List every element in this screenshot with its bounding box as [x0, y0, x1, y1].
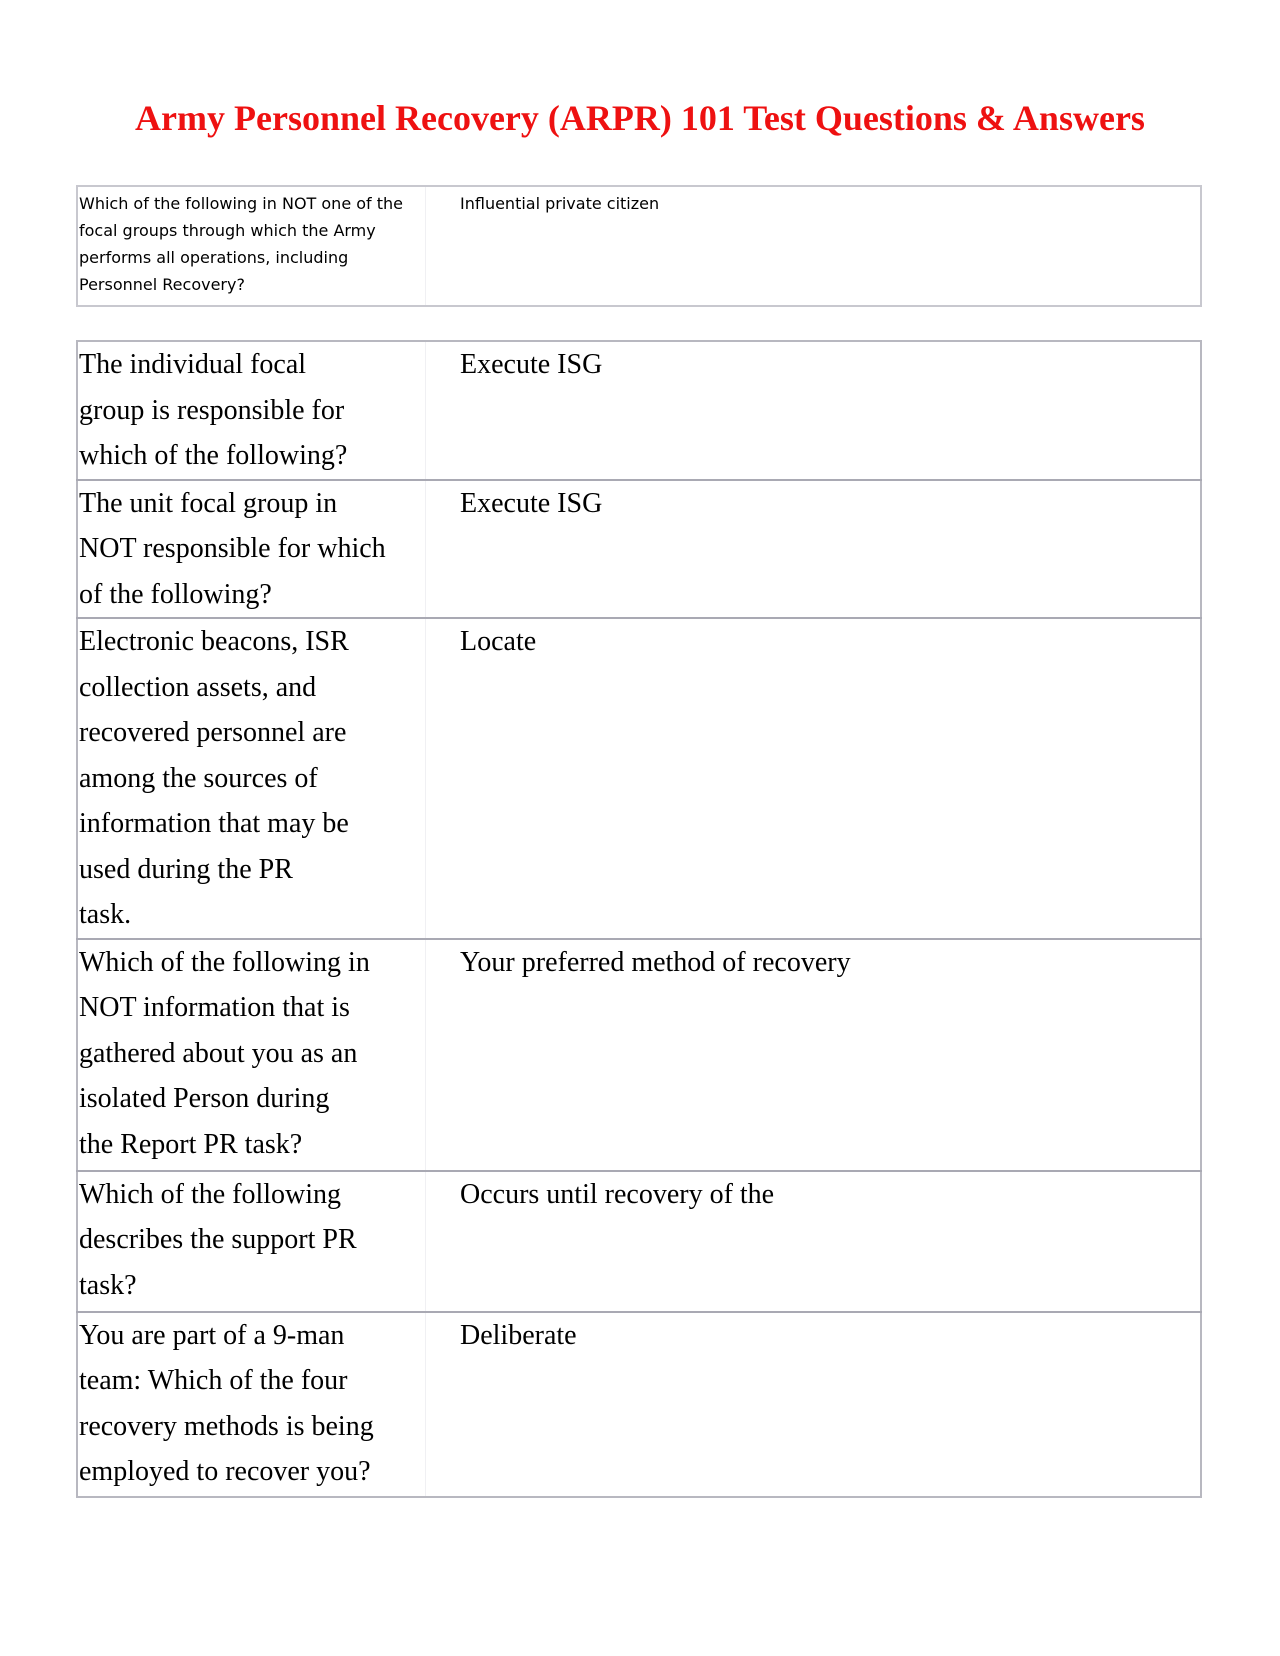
answer-cell: Locate	[460, 626, 537, 657]
question-cell: Which of the following in NOT information that is gathered about you as an isolated Person during the Report PR task?	[77, 939, 426, 1171]
table-row	[77, 939, 1201, 1171]
question-cell: The unit focal group in NOT responsible for which of the following?	[77, 480, 426, 619]
answer-cell	[426, 186, 1202, 306]
question-cell: The individual focal group is responsible for which of the following?	[77, 341, 426, 480]
question-cell: Electronic beacons, ISR collection assets, and recovered personnel are among the sources of information that may be used during the PR task.	[77, 618, 426, 939]
answer-text: Influential private citizen	[460, 194, 660, 213]
table-row	[77, 341, 1201, 480]
answer-cell: Execute ISG	[460, 349, 603, 380]
question-cell: Which of the following describes the support PR task?	[77, 1171, 426, 1312]
table-row	[77, 186, 1201, 306]
table-row	[77, 618, 1201, 939]
table-row	[77, 1312, 1201, 1497]
table-row	[77, 480, 1201, 619]
qa-table-main	[76, 340, 1202, 1498]
document-title: Army Personnel Recovery (ARPR) 101 Test Questions & Answers	[135, 98, 1145, 138]
question-cell: You are part of a 9-man team: Which of the four recovery methods is being employed to recover you?	[77, 1312, 426, 1497]
question-cell	[77, 186, 426, 306]
question-text: Which of the following in NOT one of the focal groups through which the Army performs all operations, including Personnel Recovery?	[79, 194, 404, 294]
answer-cell: Execute ISG	[460, 487, 603, 519]
qa-table-first	[76, 185, 1202, 307]
answer-cell: Occurs until recovery of the	[460, 1178, 775, 1210]
table-row	[77, 1171, 1201, 1312]
answer-cell: Deliberate	[460, 1319, 577, 1351]
answer-cell: Your preferred method of recovery	[460, 946, 851, 978]
